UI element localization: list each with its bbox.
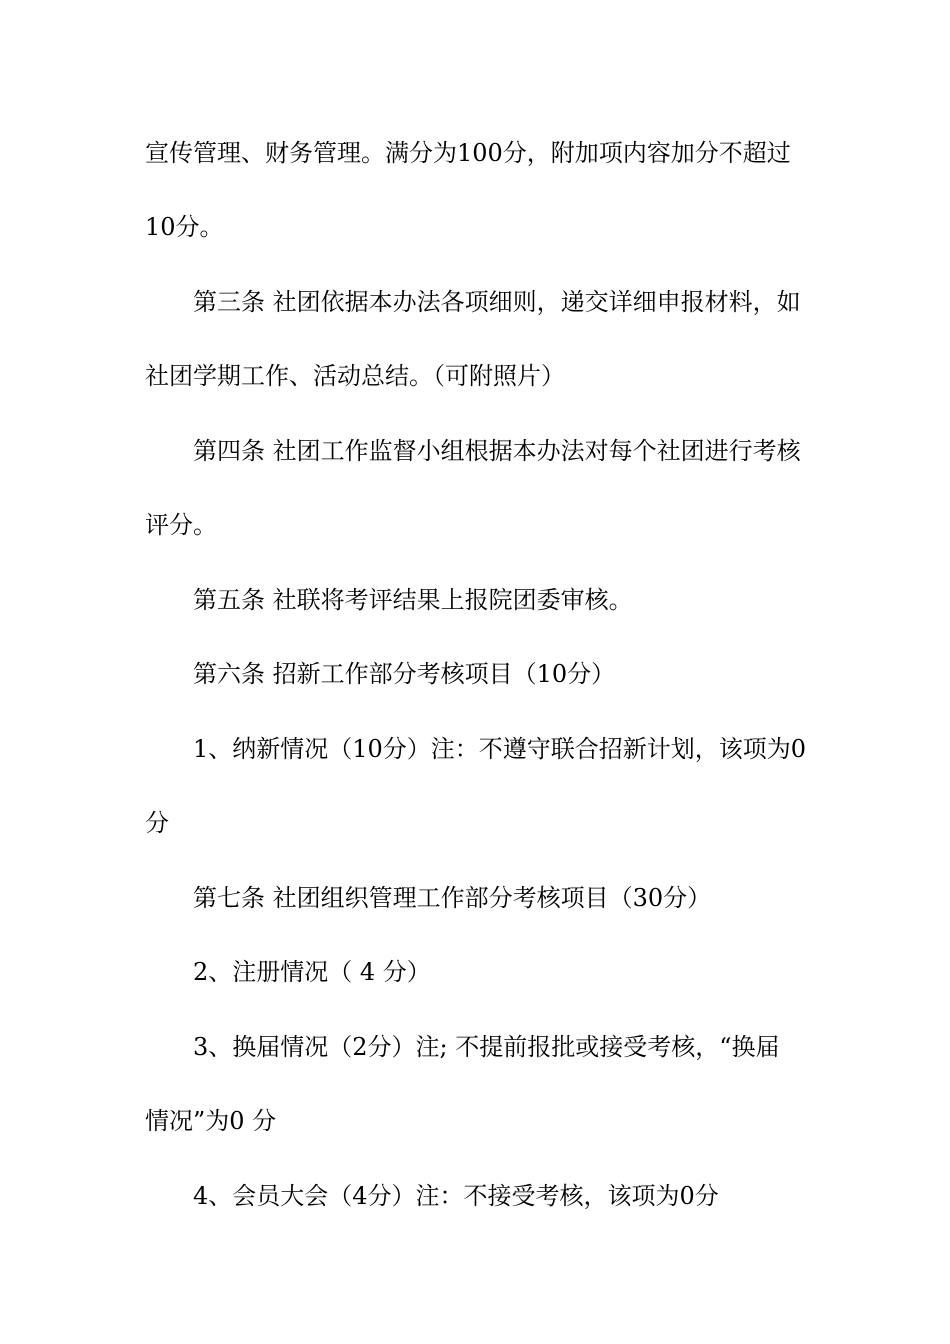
article-4-heading: 第四条 社团工作监督小组根据本办法对每个社团进行考核 <box>193 437 801 465</box>
article-6-heading: 第六条 招新工作部分考核项目（10分） <box>193 660 616 688</box>
text-line: 情况”为0 分 <box>145 1107 277 1135</box>
article-3-heading: 第三条 社团依据本办法各项细则，递交详细申报材料，如 <box>193 288 801 316</box>
article-5-heading: 第五条 社联将考评结果上报院团委审核。 <box>193 586 633 614</box>
item-2: 2、注册情况（ 4 分） <box>193 958 431 986</box>
item-3: 3、换届情况（2分）注; 不提前报批或接受考核，“换届 <box>193 1033 780 1061</box>
text-line: 10分。 <box>145 213 224 241</box>
text-line: 分 <box>145 809 169 837</box>
text-line: 社团学期工作、活动总结。（可附照片） <box>145 362 565 390</box>
text-line: 宣传管理、财务管理。满分为100分，附加项内容加分不超过 <box>145 139 791 167</box>
item-1: 1、纳新情况（10分）注：不遵守联合招新计划，该项为0 <box>193 735 807 763</box>
item-4: 4、会员大会（4分）注：不接受考核，该项为0分 <box>193 1182 719 1210</box>
article-7-heading: 第七条 社团组织管理工作部分考核项目（30分） <box>193 884 712 912</box>
text-line: 评分。 <box>145 511 217 539</box>
